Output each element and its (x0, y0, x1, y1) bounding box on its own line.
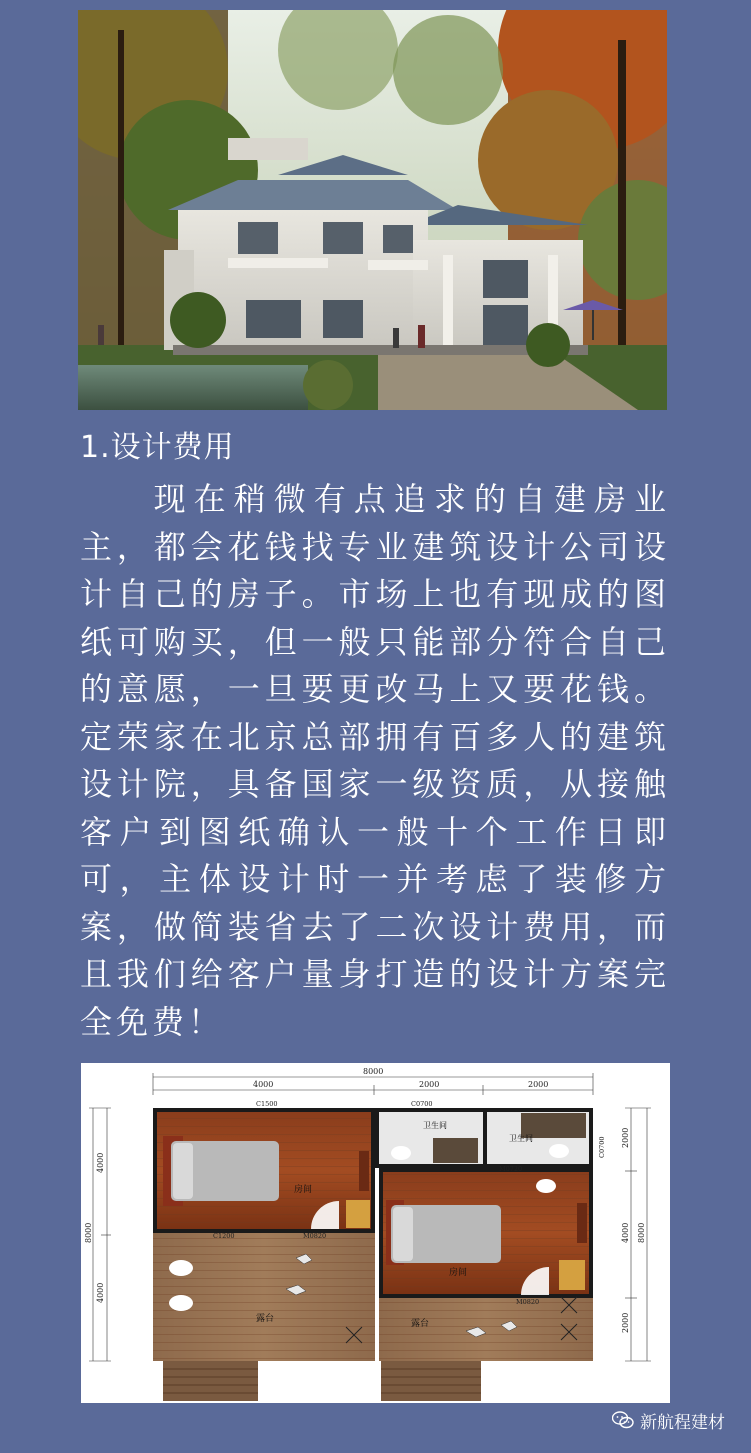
dim-total-width: 8000 (363, 1067, 384, 1076)
label-terrace-1: 露台 (256, 1314, 275, 1324)
label-bathroom-1: 卫生间 (423, 1121, 447, 1130)
label-terrace-2: 露台 (411, 1319, 430, 1329)
label-bedroom-1: 房间 (294, 1185, 313, 1195)
floor-plan-drawing (81, 1063, 670, 1403)
code-c0700-side: C0700 (598, 1136, 606, 1158)
body-paragraph: 现在稍微有点追求的自建房业主，都会花钱找专业建筑设计公司设计自己的房子。市场上也有现成的图纸可购买，但一般只能部分符合自己的意愿，一旦要更改马上又要花钱。定荣家在北京总部拥有百多人的建筑设计院，具备国家一级资质，从接触客户到图纸确认一般十个工作日即可，主体设计时一并考虑了装修方案，做简装省去了二次设计费用，而且我们给客户量身打造的设计方案完全免费！ (80, 480, 670, 1041)
label-bedroom-2: 房间 (449, 1268, 468, 1278)
dim-right-1: 2000 (621, 1127, 630, 1148)
code-c1500: C1500 (256, 1100, 278, 1108)
dim-right-total: 8000 (637, 1222, 646, 1243)
code-c1200: C1200 (213, 1232, 235, 1240)
dim-left-total: 8000 (84, 1222, 93, 1243)
watermark (612, 1407, 725, 1433)
code-m0820-a: M0820 (303, 1232, 327, 1240)
section-heading: 1.设计费用 (80, 430, 235, 465)
dim-seg-a: 4000 (253, 1080, 274, 1089)
floor-plan (81, 1063, 670, 1403)
villa-illustration (78, 10, 667, 410)
villa-photo (78, 10, 667, 410)
dim-left-lower: 4000 (96, 1282, 105, 1303)
code-m0820-b: M0820 (516, 1298, 540, 1306)
dim-right-3: 2000 (621, 1312, 630, 1333)
dim-right-2: 4000 (621, 1222, 630, 1243)
dim-left-upper: 4000 (96, 1152, 105, 1173)
code-m0720: M0720 (499, 1165, 523, 1173)
wechat-icon (612, 1411, 634, 1429)
label-bathroom-2: 卫生间 (509, 1134, 533, 1143)
dim-seg-c: 2000 (528, 1080, 549, 1089)
dim-seg-b: 2000 (419, 1080, 440, 1089)
watermark-text: 新航程建材 (640, 1412, 725, 1433)
code-c0700: C0700 (411, 1100, 433, 1108)
